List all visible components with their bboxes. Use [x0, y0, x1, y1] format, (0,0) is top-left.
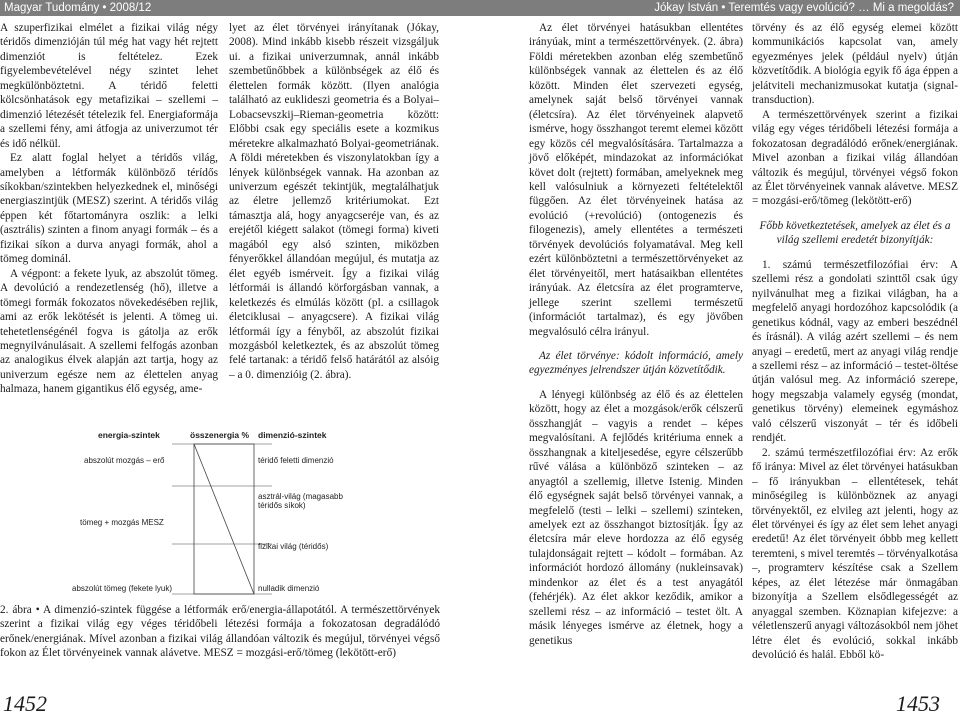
paragraph: törvény és az élő egység elemei között kommunikációs kapcsolat van, amely egyezményes jelek (például nyelv) útján közvetítődik. A biológia egyik fő ága éppen a jelátviteli mechanizmusokat kutatja (signal-transduction).	[752, 22, 958, 107]
figure-head-energy: energia-szintek	[98, 430, 160, 440]
paragraph: Ez alatt foglal helyet a téridős világ, amelyben a létformák különböző térídős síkokban/szintekben helyezkednek el, minőségi energiaszintjük (MESZ) szerint. A téridős világ éppen két főtartományra oszlik: a lelki (asztrális) szinten a finom anyagi formák – és a fizikai síkon a durva anyagi formák, ahol a tömeg dominál.	[0, 152, 218, 266]
paragraph: A szuperfizikai elmélet a fizikai világ négy téridős dimenzióján túl még hat vagy hét rejtett dimenziót is feltételez. Ezek figyelembevételével négy szintet lehet megkülönböztetni. A téridő feletti kölcsönhatások egy metafizikai – szellemi – dimenzió létezését tételezik fel. Energiaformája a szellemi fény, ami átfogja az univerzumot tér és idő nélkül.	[0, 22, 218, 150]
italic-statement: Az élet törvénye: kódolt információ, amely egyezményes jelrendszer útján közvetítődik.	[529, 349, 743, 377]
figure-label-left: tömeg + mozgás MESZ	[80, 518, 164, 527]
column-2	[229, 21, 439, 382]
page-number-right: 1453	[896, 691, 940, 716]
paragraph: lyet az élet törvényei irányítanak (Jókay, 2008). Mind inkább kisebb részeit vizsgáljuk ui. a fizikai univerzumnak, annál inkább szembetűnőbbek a különbségek az élő és élettelen formák között. (Ilyen analógia található az euklideszi geometria és a Bolyai–Lobacsevszkij–Rieman-geometria között: Előbbi csak egy speciális esete a kozmikus méretekre alkalmazható Bolyai-geometriának. A földi méretekben és viszonylatokban így a lények különbségek vannak. Ha azonban az univerzum egészét tekintjük, megtalálhatjuk az életre jellemző kritériumokat. Ezt támasztja alá, hogy anyagcseréje van, és az erejétől kiégett salakot (tömegi forma) kiveti magából egy alsó szinten, miközben fényerőkkel állandóan megújul, és mutatja az élet egyéb ismérveit. Így a fizikai világ létformái is állandó körforgásban vannak, a keletkezés és elmúlás között (pl. a csillagok életciklusai – anyagcsere). A fizikai világ létformái így a fényből, az abszolút fizikai mozgásból keletkeztek, és az abszolút tömeg felé tartanak: a téridő felső határától az alsóig – a 0. dimenzióig (2. ábra).	[229, 22, 439, 381]
figure-label-left: abszolút mozgás – erő	[84, 456, 165, 465]
article-header: Jókay István • Teremtés vagy evolúció? … Mi a megoldás?	[480, 0, 960, 16]
figure-lines	[72, 426, 367, 598]
figure-label-right: fizikai világ (téridős)	[258, 542, 329, 551]
figure-2-diagram	[72, 426, 367, 598]
figure-head-percent: összenergia %	[190, 430, 250, 440]
conclusions-heading: Főbb következtetések, amelyek az élet és a világ szellemi eredetét bizonyítják:	[759, 219, 951, 247]
journal-header: Magyar Tudomány • 2008/12	[0, 0, 480, 16]
paragraph: A lényegi különbség az élő és az élettelen között, hogy az élet a mozgások/erők célszerű összhangját – vagyis a rendet – képes megvalósítani. A fejlődés kritériuma ennek a összhangnak a kiteljesedése, egyre célszerűbb rűvé válása a különböző szinteken – az anyagtól a szellemig, illetve Istenig. Minden élő egységnek saját belső törvényei vannak, a megfelelő (testi – lelki – szellemi) szinteken, amelyek ezt az összhangot biztosítják. Így az életcsíra már eleve hordozza az élő egység tulajdonságait rejtett – kódolt – formában. Az információt hordozó állomány (nukleinsavak) mindenkor az élet és a test anyagától (fehérjék). Az élet akkor keződik, amikor a szellemi rész – az információ – testet ölt. A másik lényeges ismérve az életnek, hogy a genetikus	[529, 388, 743, 647]
column-1	[0, 21, 218, 397]
figure-head-dimension: dimenzió-szintek	[258, 430, 327, 440]
figure-label-right: asztrál-világ (magasabb téridős síkok)	[258, 492, 343, 510]
figure-caption: 2. ábra • A dimenzió-szintek függése a létformák erő/energia-állapotától. A természettörvények szerint a fizikai világ egy véges téridőbeli létezési formája a fokozatosan degradálódó erőnek/energiának. Mível azonban a fizikai világ állandóan változik és megújul, törvényei végső fokon az Élet törvényeinek vannak alávetve. MESZ = mozgási-erő/tömeg (lekötött-erő)	[0, 604, 440, 660]
paragraph: A végpont: a fekete lyuk, az abszolút tömeg. A devolúció a rendezetlenség (hő), illetve a tömegi formák fokozatos növekedésében rejlik, ami az erők lekötését is jelenti. A tömeg ui. tehetetlenségénél fogva is gátolja az erők megnyilvánulásait. A szellemi felfogás azonban az analogikus élvek alapján azt tartja, hogy az univerzum egésze nem az élettelen anyag halmaza, hanem gigantikus élő egység, ame-	[0, 267, 218, 396]
paragraph: A természettörvények szerint a fizikai világ egy véges téridőbeli létezési formája a fokozatosan degradálódó erőnek/energiának. Mivel azonban a fizikai világ állandóan változik és megújul, törvényei végső fokon az Élet törvényeinek vannak alávetve. MESZ = mozgási-erő/tömeg (lekötött-erő)	[752, 108, 958, 208]
argument-1: 1. számú természetfilozófiai érv: A szellemi rész a gondolati szinttől csak úgy nyilvánulhat meg a fizikai világban, ha a megfelelő anyagi hordozóhoz kapcsolódik (a genetikus kódnál, vagy az emberi beszédnél és írásnál). A világ azért szellemi – és nem anyagi – eredetű, mert az anyagi világ rendje a szellemi rész – az információ – testet-öltése útján valósul meg. Az információ szerepe, hogy megszabja valamely egység (mondat, genetikus törvény) elemeinek egymáshoz való célszerű viszonyát – tér és időbeli rendjét.	[752, 258, 958, 445]
page-number-left: 1452	[3, 691, 47, 716]
argument-2: 2. számú természetfilozófiai érv: Az erők fő iránya: Mivel az élet törvényei hatásukban – fő irányukban – ellentétesek, tehát minőségileg is különböznek az anyagi törvényektől, ez elvileg azt jelenti, hogy az élet törvényei és így az élet sem lehet anyagi eredetű! Az élet törvényeit óbbb meg kellett teremteni, s mivel teremtés – törvényalkotása –, programterv készítése csak a Szellem képes, az élet létezése már önmagában bizonyítja a Szellem elsődlegességét az anyaggal szemben. Köznapian kifejezve: a véletlenszerű anyagi változásokból nem jöhet létre élet és evolúció, sokkal inkább devolúció és halál. Ebből kö-	[752, 446, 958, 662]
figure-label-right: nulladik dimenzió	[258, 584, 320, 593]
column-4	[752, 21, 958, 662]
column-3	[529, 21, 743, 648]
paragraph: Az élet törvényei hatásukban ellentétes irányúak, mint a természettörvények. (2. ábra) Földi méretekben azonban elég szembetűnő különbségek vannak az élettelen és az élő között. Minden élet szervezeti egység, amelynek saját belső törvényei vannak (életcsíra). Az élet törvényeinek alapvető ismérve, hogy összhangot teremt elemei között egy közös cél megvalósítására. Tartalmazza a jövő előképét, mindazokat az információkat követ dolt (rejtett) formában, amelyeknek meg kell valósulniuk a környezeti feltételektől függően. Az élet törvényeinek hatása az evolúció (+revolúció) (ontogenezis és filogenezis), amely ellentétes a természeti törvények devolúciós folyamatával. Meg kell ezért különböztetni a természettörvényeket az élet törvényeitől, mert hatásaikban ellentétes irányúak. Az életcsíra az élet programterve, jellege szerint szellemi természetű (információt tartalmaz), és egy jövőben megvalósuló célra irányul.	[529, 22, 743, 338]
figure-label-right: téridő feletti dimenzió	[258, 456, 334, 465]
figure-label-left: abszolút tömeg (fekete lyuk)	[72, 584, 173, 593]
